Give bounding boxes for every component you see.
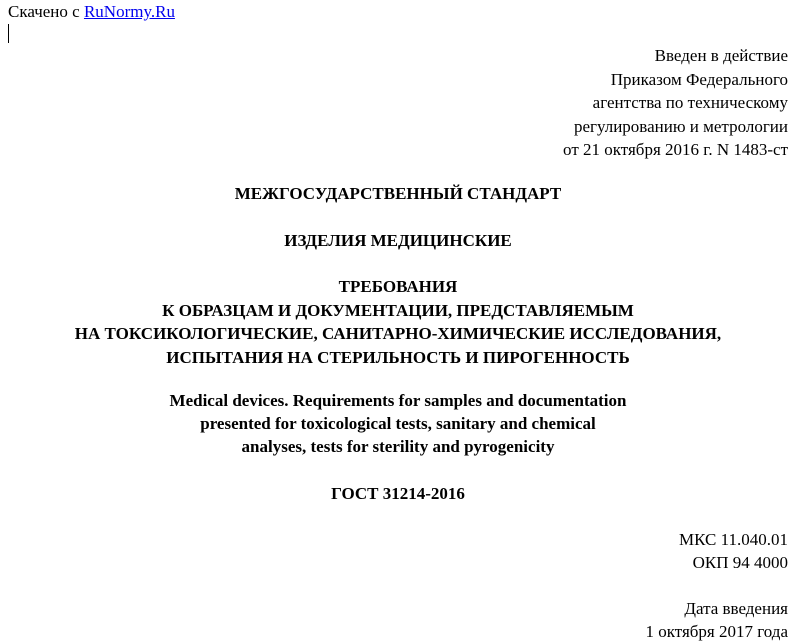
source-prefix: Скачено с <box>8 2 80 21</box>
approval-line: агентства по техническому <box>592 93 788 112</box>
introduction-block <box>645 597 788 643</box>
standard-name: ИЗДЕЛИЯ МЕДИЦИНСКИЕ <box>284 231 512 250</box>
english-title-line: presented for toxicological tests, sanitary and chemical <box>200 414 596 433</box>
introduction-date: 1 октября 2017 года <box>645 622 788 641</box>
english-title-line: Medical devices. Requirements for samples and documentation <box>169 391 627 410</box>
subtitle-line: НА ТОКСИКОЛОГИЧЕСКИЕ, САНИТАРНО-ХИМИЧЕСКИЕ ИССЛЕДОВАНИЯ, <box>74 324 722 343</box>
standard-code: ГОСТ 31214-2016 <box>331 484 465 503</box>
subtitle-line: ИСПЫТАНИЯ НА СТЕРИЛЬНОСТЬ И ПИРОГЕННОСТЬ <box>166 347 630 367</box>
approval-block <box>563 44 788 162</box>
okp-code: ОКП 94 4000 <box>692 553 788 572</box>
english-title <box>0 389 790 458</box>
approval-line: Приказом Федерального <box>610 69 788 89</box>
approval-line: от 21 октября 2016 г. N 1483-ст <box>563 140 788 159</box>
source-line <box>8 0 175 23</box>
approval-line: регулированию и метрологии <box>573 116 788 136</box>
introduction-label: Дата введения <box>684 599 788 618</box>
approval-line: Введен в действие <box>654 46 788 65</box>
english-title-line: analyses, tests for sterility and pyrogenicity <box>241 437 555 456</box>
classification-block <box>679 528 788 574</box>
standard-subtitle <box>0 275 790 369</box>
source-link[interactable]: RuNormy.Ru <box>83 2 175 21</box>
subtitle-line: ТРЕБОВАНИЯ <box>338 277 458 296</box>
subtitle-line: К ОБРАЗЦАМ И ДОКУМЕНТАЦИИ, ПРЕДСТАВЛЯЕМЫМ <box>162 300 634 320</box>
mks-code: МКС 11.040.01 <box>679 530 788 549</box>
text-cursor <box>8 24 9 43</box>
standard-type: МЕЖГОСУДАРСТВЕННЫЙ СТАНДАРТ <box>234 184 562 203</box>
